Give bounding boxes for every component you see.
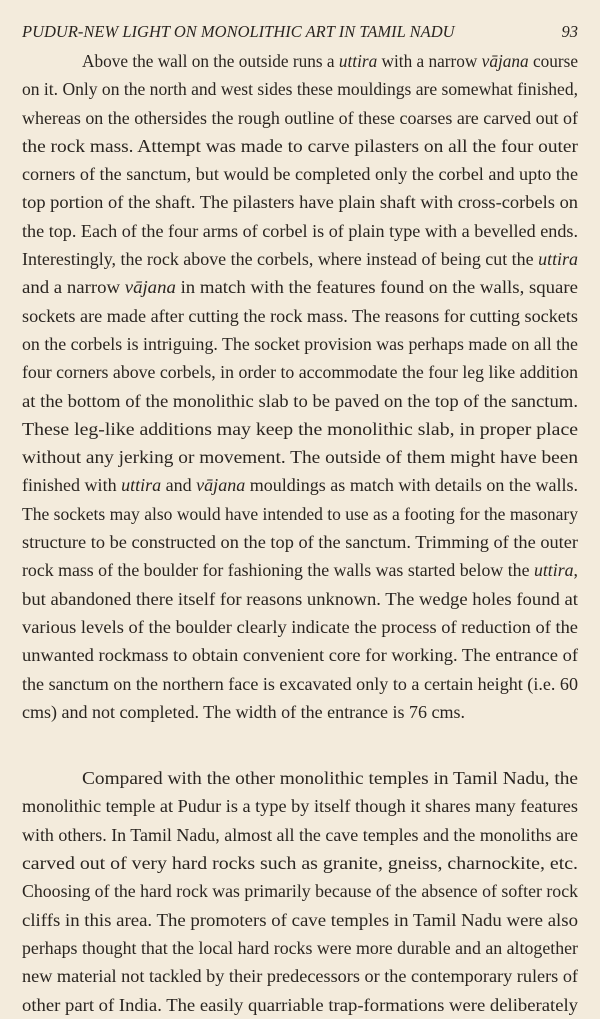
text-segment: Above the wall on the outside runs a bbox=[82, 51, 339, 71]
text-line bbox=[22, 217, 578, 245]
text-segment: Interestingly, the rock above the corbels, where instead of being cut the bbox=[22, 249, 539, 270]
italic-term: uttira bbox=[121, 475, 162, 496]
text-line-content bbox=[22, 302, 578, 330]
text-segment: with others. In Tamil Nadu, almost all the cave temples and the monoliths are bbox=[22, 824, 578, 845]
text-segment: on the corbels is intriguing. The socket provision was perhaps made on all the bbox=[22, 333, 578, 354]
text-segment: other part of India. The easily quarriable trap-formations were deliberately bbox=[22, 994, 578, 1015]
text-line-content bbox=[22, 330, 578, 358]
text-line-content bbox=[22, 217, 578, 245]
text-line bbox=[22, 641, 578, 669]
paragraph-1 bbox=[22, 47, 578, 726]
text-line bbox=[22, 528, 578, 556]
text-segment: carved out of very hard rocks such as granite, gneiss, charnockite, etc. bbox=[22, 853, 578, 874]
text-segment: These leg-like additions may keep the monolithic slab, in proper place bbox=[22, 418, 578, 439]
text-line-content bbox=[22, 698, 465, 726]
text-line-content bbox=[22, 443, 578, 471]
text-segment: rock mass of the boulder for fashioning the walls was started below the bbox=[22, 560, 534, 581]
text-segment: cms) and not completed. The width of the entrance is 76 cms. bbox=[22, 701, 466, 722]
text-segment: perhaps thought that the local hard rocks were more durable and an altogether bbox=[22, 937, 578, 958]
text-segment: monolithic temple at Pudur is a type by itself though it shares many features bbox=[22, 796, 578, 817]
text-line bbox=[22, 443, 578, 471]
text-line-content bbox=[22, 132, 578, 160]
paragraph-2 bbox=[22, 764, 578, 1019]
text-line bbox=[22, 877, 578, 905]
text-line-content bbox=[22, 273, 578, 301]
text-line-content bbox=[22, 877, 578, 905]
text-segment: cliffs in this area. The promoters of cave temples in Tamil Nadu were also bbox=[22, 909, 578, 930]
text-segment: the top. Each of the four arms of corbel is of plain type with a bevelled ends. bbox=[22, 220, 578, 241]
italic-term: vājana bbox=[196, 475, 246, 496]
text-line-content bbox=[22, 585, 578, 613]
text-line-content bbox=[22, 104, 578, 132]
text-segment: unwanted rockmass to obtain convenient core for working. The entrance of bbox=[22, 645, 578, 666]
page-number: 93 bbox=[561, 22, 578, 41]
text-segment: the sanctum on the northern face is excavated only to a certain height (i.e. 60 bbox=[22, 673, 578, 694]
text-line bbox=[22, 670, 578, 698]
running-title: PUDUR-NEW LIGHT ON MONOLITHIC ART IN TAMIL NADU bbox=[22, 22, 455, 41]
text-line bbox=[22, 188, 578, 216]
text-line bbox=[22, 387, 578, 415]
text-line bbox=[22, 792, 578, 820]
text-line bbox=[22, 273, 578, 301]
text-line-content bbox=[22, 792, 578, 820]
text-line bbox=[22, 160, 578, 188]
text-segment: with a narrow bbox=[377, 51, 482, 71]
text-line-content bbox=[22, 358, 578, 386]
text-segment: on it. Only on the north and west sides these mouldings are somewhat finished, bbox=[22, 79, 578, 100]
text-line bbox=[22, 962, 578, 990]
text-line-content bbox=[22, 613, 578, 641]
text-segment: and bbox=[161, 475, 197, 496]
text-line bbox=[22, 991, 578, 1019]
text-segment: finished with bbox=[22, 475, 122, 496]
italic-term: vājana bbox=[481, 51, 529, 71]
text-segment: course bbox=[528, 51, 578, 71]
text-line-content bbox=[22, 415, 578, 443]
text-line-content bbox=[22, 528, 578, 556]
text-line bbox=[22, 330, 578, 358]
text-line bbox=[22, 302, 578, 330]
text-line-content bbox=[22, 471, 578, 499]
text-line bbox=[22, 75, 578, 103]
text-line bbox=[22, 821, 578, 849]
text-line bbox=[22, 47, 578, 75]
italic-term: uttira bbox=[338, 51, 378, 71]
text-line bbox=[22, 764, 578, 792]
text-line-content bbox=[22, 245, 578, 273]
italic-term: uttira bbox=[538, 249, 578, 270]
text-line bbox=[22, 698, 578, 726]
text-line bbox=[22, 585, 578, 613]
text-line-content bbox=[22, 160, 578, 188]
text-segment: mouldings as match with details on the walls. bbox=[245, 475, 578, 496]
text-line bbox=[22, 415, 578, 443]
text-segment: without any jerking or movement. The outside of them might have been bbox=[22, 447, 578, 468]
text-line bbox=[22, 500, 578, 528]
text-line bbox=[22, 934, 578, 962]
text-line-content bbox=[22, 556, 578, 584]
text-segment: The sockets may also would have intended to use as a footing for the masonary bbox=[22, 503, 578, 524]
text-line bbox=[22, 906, 578, 934]
text-segment: whereas on the othersides the rough outline of these coarses are carved out of bbox=[22, 107, 578, 128]
text-segment: the rock mass. Attempt was made to carve pilasters on all the four outer bbox=[22, 135, 578, 156]
text-segment: four corners above corbels, in order to accommodate the four leg like addition bbox=[22, 362, 578, 383]
text-segment: top portion of the shaft. The pilasters have plain shaft with cross-corbels on bbox=[22, 192, 578, 213]
text-line-content bbox=[22, 962, 578, 990]
text-segment: new material not tackled by their predecessors or the contemporary rulers of bbox=[22, 966, 578, 987]
text-segment: sockets are made after cutting the rock mass. The reasons for cutting sockets bbox=[22, 305, 578, 326]
text-line bbox=[22, 358, 578, 386]
italic-term: uttira bbox=[533, 560, 574, 581]
text-line bbox=[22, 613, 578, 641]
text-line bbox=[22, 556, 578, 584]
text-line-content bbox=[22, 906, 578, 934]
text-line-content bbox=[22, 500, 578, 528]
text-line bbox=[22, 245, 578, 273]
text-line-content bbox=[22, 670, 578, 698]
text-line-content bbox=[22, 821, 578, 849]
text-line-content bbox=[22, 387, 578, 415]
text-segment: and a narrow bbox=[22, 277, 125, 298]
running-header bbox=[22, 20, 578, 44]
text-line-content bbox=[22, 991, 578, 1019]
page-body bbox=[22, 47, 578, 1019]
text-line bbox=[22, 849, 578, 877]
text-segment: but abandoned there itself for reasons unknown. The wedge holes found at bbox=[22, 588, 578, 609]
text-line bbox=[22, 104, 578, 132]
text-segment: various levels of the boulder clearly indicate the process of reduction of the bbox=[22, 616, 578, 637]
text-segment: , bbox=[573, 560, 578, 581]
text-segment: in match with the features found on the walls, square bbox=[175, 277, 578, 298]
text-segment: Choosing of the hard rock was primarily because of the absence of softer rock bbox=[22, 881, 578, 902]
text-line-content bbox=[22, 849, 578, 877]
text-line-content bbox=[22, 641, 578, 669]
text-line bbox=[22, 471, 578, 499]
text-line-content bbox=[22, 75, 578, 103]
text-line-content bbox=[22, 934, 578, 962]
text-segment: corners of the sanctum, but would be completed only the corbel and upto the bbox=[22, 164, 578, 185]
text-segment: at the bottom of the monolithic slab to be paved on the top of the sanctum. bbox=[22, 390, 578, 411]
text-segment: Compared with the other monolithic temples in Tamil Nadu, the bbox=[82, 768, 578, 789]
text-line-content bbox=[22, 188, 578, 216]
text-line bbox=[22, 132, 578, 160]
text-line-content bbox=[82, 764, 578, 792]
text-segment: structure to be constructed on the top of the sanctum. Trimming of the outer bbox=[22, 532, 578, 553]
text-line-content bbox=[82, 47, 578, 75]
italic-term: vājana bbox=[124, 277, 176, 298]
